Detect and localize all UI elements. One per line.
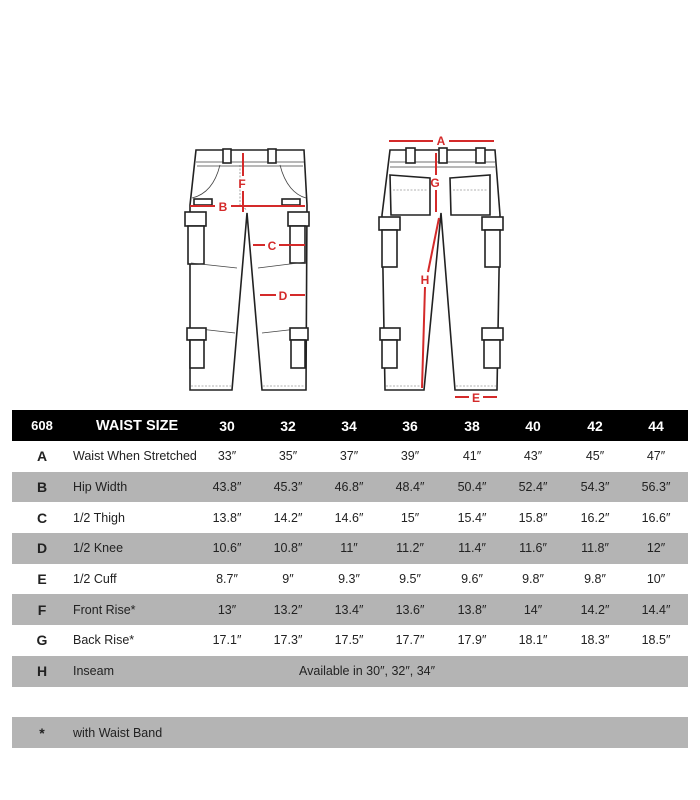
front-pants-drawing [185, 149, 309, 390]
row-value: 17.7″ [395, 633, 425, 648]
row-value: 9.8″ [522, 572, 544, 587]
row-value: 10.6″ [212, 541, 242, 556]
row-value: 13″ [217, 602, 237, 617]
row-value: 15″ [400, 510, 420, 525]
row-value: 15.8″ [518, 510, 548, 525]
table-row [12, 533, 688, 564]
table-row [12, 472, 688, 503]
label-c: C [267, 239, 277, 253]
footnote-row [12, 717, 688, 748]
row-letter: A [36, 448, 48, 465]
row-value: 13.6″ [395, 602, 425, 617]
row-value: 13.2″ [273, 602, 303, 617]
row-value: 35″ [278, 449, 298, 464]
inseam-availability: Available in 30″, 32″, 34″ [299, 664, 436, 679]
row-label: Inseam [73, 664, 114, 679]
footnote-text: with Waist Band [73, 725, 163, 740]
row-letter: G [36, 632, 48, 649]
row-value: 13.8″ [212, 510, 242, 525]
row-value: 12″ [646, 541, 666, 556]
table-row [12, 564, 688, 595]
row-value: 17.5″ [334, 633, 364, 648]
row-label: Back Rise* [73, 633, 135, 648]
row-value: 56.3″ [641, 480, 671, 495]
table-row [12, 594, 688, 625]
size-header: 34 [341, 417, 357, 434]
size-header: 36 [402, 417, 418, 434]
row-value: 43″ [523, 449, 543, 464]
size-header: 30 [219, 417, 235, 434]
row-value: 45.3″ [273, 480, 303, 495]
row-label: Hip Width [73, 480, 128, 495]
row-value: 48.4″ [395, 480, 425, 495]
style-code: 608 [31, 418, 53, 433]
row-letter: H [36, 663, 48, 680]
row-letter: D [36, 540, 48, 557]
row-value: 43.8″ [212, 480, 242, 495]
label-d: D [278, 289, 288, 303]
row-value: 18.3″ [580, 633, 610, 648]
row-label: 1/2 Thigh [73, 510, 125, 525]
row-value: 10″ [646, 572, 666, 587]
row-value: 13.8″ [457, 602, 487, 617]
label-e: E [471, 391, 481, 405]
row-value: 11.8″ [581, 541, 609, 556]
table-row [12, 502, 688, 533]
row-value: 52.4″ [518, 480, 548, 495]
row-letter: B [36, 479, 48, 496]
row-value: 45″ [585, 449, 605, 464]
table-header [12, 410, 688, 441]
row-value: 13.4″ [334, 602, 364, 617]
size-header: 42 [587, 417, 603, 434]
row-value: 18.5″ [641, 633, 671, 648]
label-f: F [238, 177, 246, 191]
row-value: 9.6″ [461, 572, 483, 587]
row-letter: E [37, 571, 47, 588]
row-letter: C [36, 509, 48, 526]
row-value: 14.2″ [273, 510, 303, 525]
row-value: 17.9″ [457, 633, 487, 648]
row-value: 41″ [462, 449, 482, 464]
row-value: 11.2″ [396, 541, 424, 556]
size-header: 40 [525, 417, 541, 434]
row-label: Front Rise* [73, 602, 136, 617]
size-header: 44 [648, 417, 664, 434]
row-value: 11″ [340, 541, 358, 556]
table-row [12, 441, 688, 472]
row-value: 17.3″ [273, 633, 303, 648]
label-g: G [430, 176, 440, 190]
label-a: A [436, 134, 446, 148]
row-letter: F [37, 601, 47, 618]
row-value: 50.4″ [457, 480, 487, 495]
row-label: Waist When Stretched [73, 449, 197, 464]
row-label: 1/2 Knee [73, 541, 124, 556]
row-value: 39″ [400, 449, 420, 464]
row-value: 18.1″ [518, 633, 548, 648]
row-value: 14.4″ [641, 602, 671, 617]
row-value: 33″ [217, 449, 237, 464]
row-value: 17.1″ [212, 633, 242, 648]
row-value: 16.2″ [580, 510, 610, 525]
label-b: B [218, 200, 228, 214]
table-row [12, 625, 688, 656]
row-value: 8.7″ [216, 572, 238, 587]
label-h: H [420, 273, 430, 287]
back-pants-drawing [379, 148, 503, 390]
row-value: 46.8″ [334, 480, 364, 495]
waist-size-heading: WAIST SIZE [96, 417, 179, 434]
row-value: 14.2″ [580, 602, 610, 617]
row-value: 10.8″ [273, 541, 303, 556]
row-value: 37″ [339, 449, 359, 464]
row-value: 9.3″ [338, 572, 360, 587]
size-chart-table [12, 410, 688, 748]
row-value: 11.6″ [519, 541, 547, 556]
footnote-marker: * [39, 724, 45, 741]
table-row-inseam [12, 656, 688, 687]
row-value: 9.8″ [584, 572, 606, 587]
row-value: 54.3″ [580, 480, 610, 495]
row-label: 1/2 Cuff [73, 572, 117, 587]
row-value: 11.4″ [458, 541, 486, 556]
size-header: 32 [280, 417, 296, 434]
row-value: 47″ [646, 449, 666, 464]
row-value: 14.6″ [334, 510, 364, 525]
row-value: 9.5″ [399, 572, 421, 587]
size-header: 38 [464, 417, 480, 434]
row-value: 16.6″ [641, 510, 671, 525]
row-value: 15.4″ [457, 510, 487, 525]
row-value: 9″ [282, 572, 294, 587]
row-value: 14″ [523, 602, 543, 617]
